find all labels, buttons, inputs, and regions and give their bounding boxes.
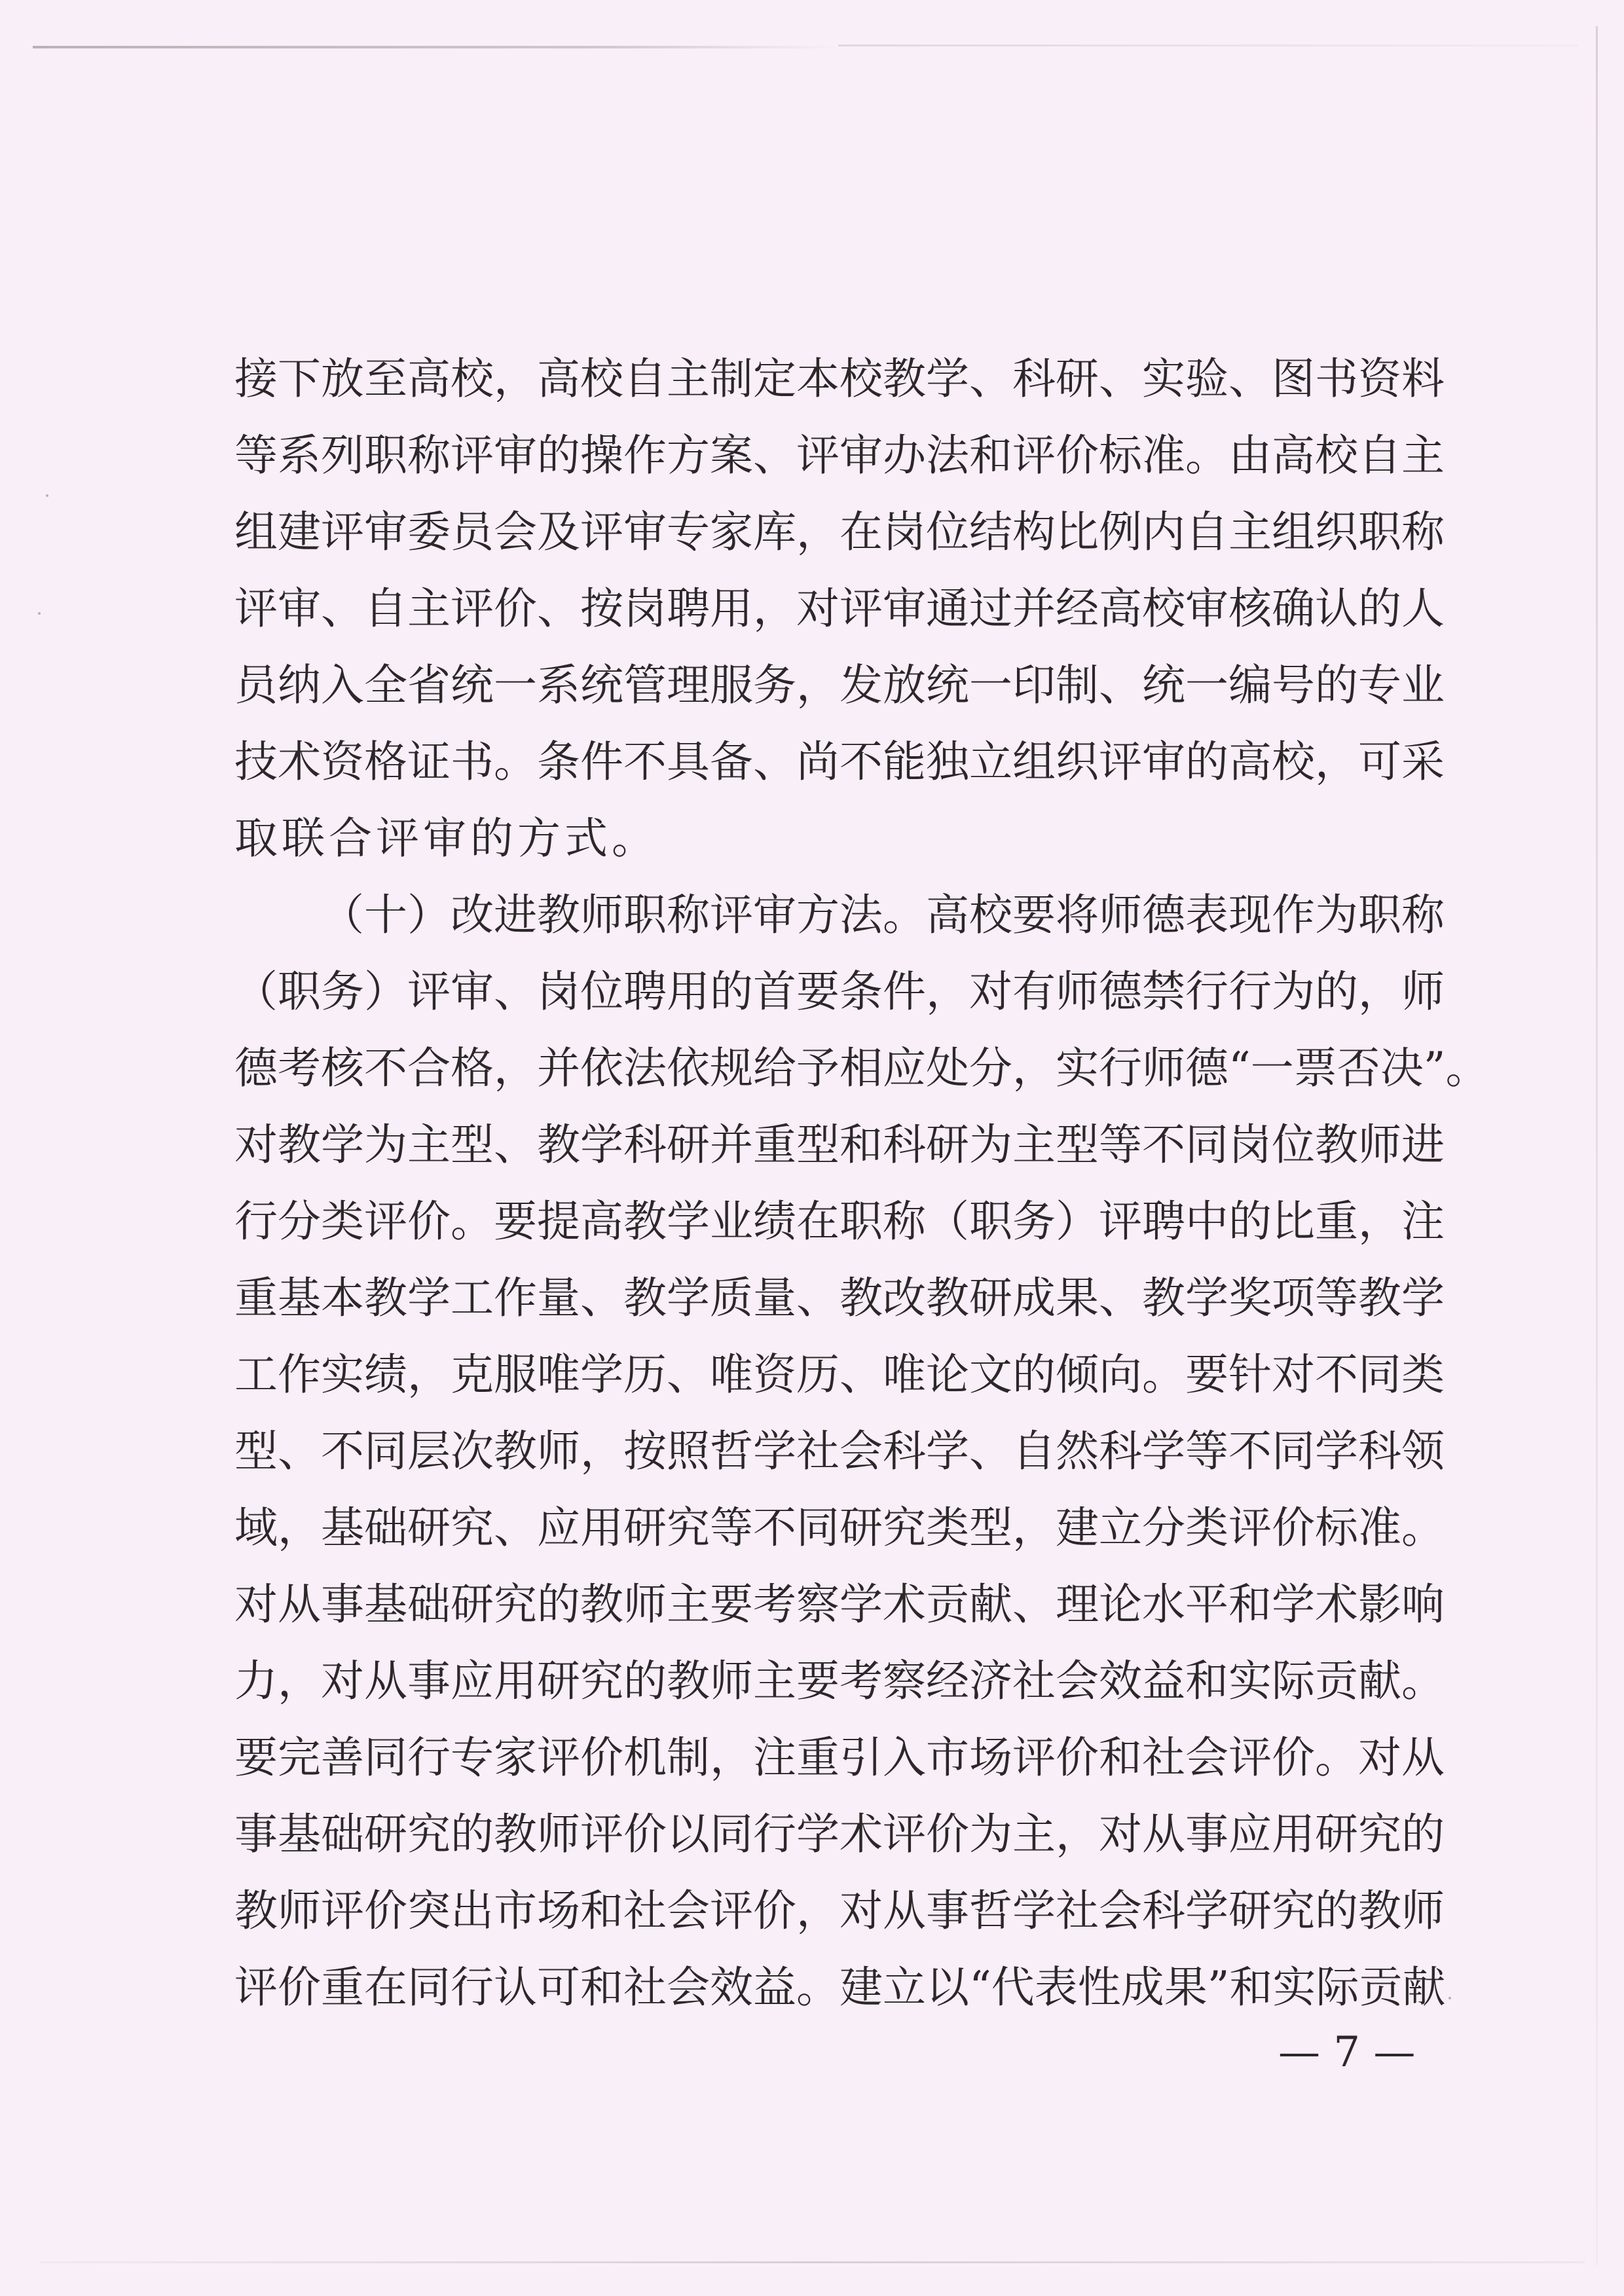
scan-top-edge-line (33, 46, 838, 48)
scan-bottom-edge-line (39, 2261, 1585, 2263)
text-line: 评价重在同行认可和社会效益。建立以“代表性成果”和实际贡献 (234, 1962, 1446, 2013)
text-line: （职务）评审、岗位聘用的首要条件，对有师德禁行行为的，师 (234, 966, 1445, 1017)
text-line: 评审、自主评价、按岗聘用，对评审通过并经高校审核确认的人 (234, 583, 1445, 634)
section-heading-line: （十）改进教师职称评审方法。高校要将师德表现作为职称 (321, 890, 1445, 940)
scan-speck (46, 494, 48, 497)
text-line: 力，对从事应用研究的教师主要考察经济社会效益和实际贡献。 (234, 1656, 1445, 1706)
text-line: 要完善同行专家评价机制，注重引入市场评价和社会评价。对从 (234, 1732, 1445, 1783)
scan-top-edge-line-faint (838, 45, 1578, 46)
text-line: 工作实绩，克服唯学历、唯资历、唯论文的倾向。要针对不同类 (234, 1349, 1445, 1400)
text-line: 组建评审委员会及评审专家库，在岗位结构比例内自主组织职称 (234, 507, 1445, 557)
text-line: 对教学为主型、教学科研并重型和科研为主型等不同岗位教师进 (234, 1120, 1445, 1170)
text-line: 教师评价突出市场和社会评价，对从事哲学社会科学研究的教师 (234, 1886, 1445, 1936)
text-line: 德考核不合格，并依法依规给予相应处分，实行师德“一票否决”。 (234, 1043, 1489, 1093)
text-line: 对从事基础研究的教师主要考察学术贡献、理论水平和学术影响 (234, 1579, 1445, 1630)
body-text (234, 340, 1489, 2026)
text-line: 取联合评审的方式。 (234, 813, 659, 864)
scan-right-edge-line (1596, 26, 1598, 2265)
text-line: 接下放至高校，高校自主制定本校教学、科研、实验、图书资料 (234, 354, 1445, 404)
text-line: 等系列职称评审的操作方案、评审办法和评价标准。由高校自主 (234, 430, 1445, 481)
page-number: — 7 — (1278, 2028, 1416, 2077)
text-line: 事基础研究的教师评价以同行学术评价为主，对从事应用研究的 (234, 1809, 1445, 1859)
text-line: 型、不同层次教师，按照哲学社会科学、自然科学等不同学科领 (234, 1426, 1445, 1476)
text-line: 域，基础研究、应用研究等不同研究类型，建立分类评价标准。 (234, 1503, 1445, 1553)
text-line: 行分类评价。要提高教学业绩在职称（职务）评聘中的比重，注 (234, 1196, 1445, 1247)
scan-speck (1449, 1997, 1451, 1999)
text-line: 重基本教学工作量、教学质量、教改教研成果、教学奖项等教学 (234, 1273, 1445, 1323)
text-line: 技术资格证书。条件不具备、尚不能独立组织评审的高校，可采 (234, 737, 1445, 787)
text-line: 员纳入全省统一系统管理服务，发放统一印制、统一编号的专业 (234, 660, 1445, 710)
scan-speck (38, 612, 41, 615)
